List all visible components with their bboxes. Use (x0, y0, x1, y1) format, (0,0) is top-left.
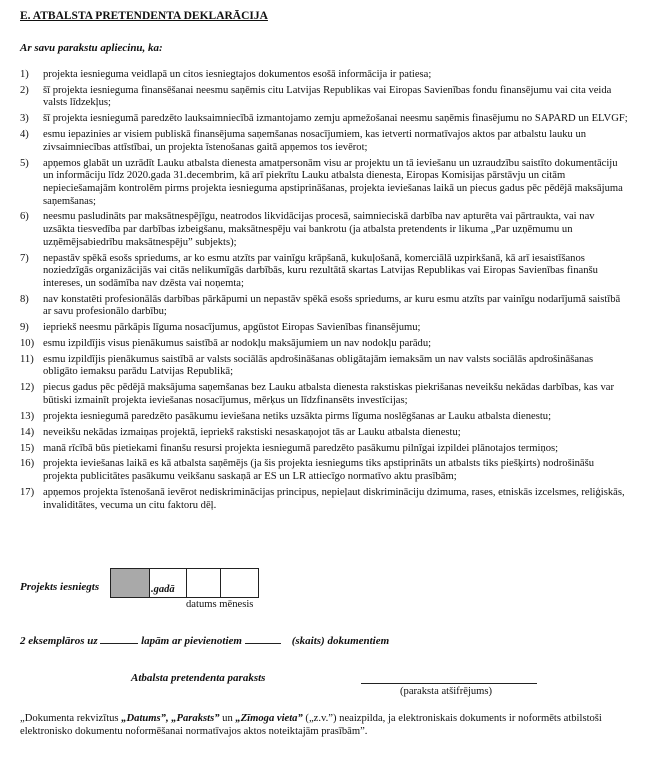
signature-field[interactable] (361, 683, 537, 684)
item-number: 17) (20, 486, 35, 498)
section-heading: E. ATBALSTA PRETENDENTA DEKLARĀCIJA (20, 10, 268, 22)
project-submitted-row (20, 568, 420, 600)
item-number: 13) (20, 410, 35, 422)
item-text: projekta ieviešanas laikā es kā atbalsta saņēmējs (ja šis projekta iesniegums tiks apstiprināts un atbalsts tiks piešķirts) nodrošināšu projekta publicitātes pasākumu veikšanu saskaņā ar ES un LR attiecīgo normatīvo aktu prasībām; (43, 458, 595, 483)
copies-text-2: lapām ar pievienotiem (141, 635, 242, 647)
declaration-item (20, 158, 628, 208)
declaration-item (20, 443, 628, 456)
item-number: 15) (20, 442, 35, 454)
item-text: nav konstatēti profesionālās darbības pārkāpumi un nepastāv spēkā esošs spriedums, ar kuru esmu atzīts par vainīgu nodarījumā saistībā ar savu profesionālo darbību; (43, 293, 621, 318)
year-suffix-text: .gadā (151, 584, 175, 595)
day-field[interactable] (187, 568, 221, 598)
item-number: 11) (20, 353, 34, 365)
documents-count-field[interactable] (245, 633, 281, 644)
item-text: piecus gadus pēc pēdējā maksājuma saņemšanas bez Lauku atbalsta dienesta rakstiskas piekrišanas neveikšu nekādas darbības, kas var būtiski izmainīt projekta ieviešanas nosacījumus, mērķus un līdzfinansēts investīcijas; (43, 382, 614, 406)
declaration-item (20, 253, 628, 291)
item-number: 1) (20, 69, 29, 80)
item-number: 8) (20, 293, 29, 305)
item-text: šī projekta iesnieguma finansēšanai neesmu saņēmis citu Latvijas Republikas vai Eiropas Savienības fondu finansējumu vai cita veida valsts līdzekļus; (43, 84, 612, 109)
footnote-text-2: un (219, 713, 236, 724)
item-number: 4) (20, 129, 29, 141)
declaration-item (20, 382, 628, 407)
declaration-item (20, 427, 628, 440)
declaration-item (20, 69, 628, 82)
item-text: manā rīcībā būs pietiekami finanšu resursi projekta iesniegumā paredzēto pasākumu pilnīgai izpildei plānotajos termiņos; (43, 442, 559, 454)
item-text: iepriekš neesmu pārkāpis līguma nosacījumus, apgūstot Eiropas Savienības finansējumu; (43, 322, 421, 334)
declaration-item (20, 458, 628, 483)
project-submitted-label: Projekts iesniegts (20, 581, 100, 593)
item-text: esmu izpildījis pienākumus saistībā ar valsts sociālās apdrošināšanas obligātajām iemaksām un nav valsts sociālās apdrošināšanas obligāto iemaksu parādu Latvijas Republikā; (43, 353, 594, 378)
footnote-text-1: „Dokumenta rekvizītus (20, 713, 122, 724)
item-number: 5) (20, 157, 29, 169)
item-text: apņemos glabāt un uzrādīt Lauku atbalsta dienesta amatpersonām visu ar projektu un tā ieviešanu un uzraudzību saistīto dokumentāciju un informāciju līdz 2020.gada 31.decembrim, kā arī piekrītu Lauku atbalsta dienesta, Eiropas Komisijas pārstāvju un citām nepieciešamajām kontrolēm pirms projekta iesnieguma apstiprināšanas, projekta ieviešanas laikā un piecus gadus pēc pēdējā maksājuma saņemšanas; (43, 157, 623, 207)
item-text: neesmu pasludināts par maksātnespējīgu, neatrodos likvidācijas procesā, saimnieciskā darbība nav apturēta vai pārtraukta, vai nav uzsākta tiesvedība par darbības izbeigšanu, maksātnespēju vai bankrotu (ja atbalsta pretendents ir likuma „Par uzņēmumu un uzņēmējsabiedrību maksātnespēju” subjekts); (43, 211, 595, 248)
item-text: nepastāv spēkā esošs spriedums, ar ko esmu atzīts par vainīgu krāpšanā, kukuļošanā, komerciālā uzpirkšanā, kā arī iesaistīšanos noziedzīgās organizācijās vai citās nelikumīgās darbībās, kuru rezultātā skartas Latvijas Republikas vai Eiropas Savienības finanšu intereses, un sodāmība nav dzēsta vai noņemta; (43, 252, 598, 289)
footnote (20, 713, 628, 738)
footnote-text-3: („z.v.”) neaizpilda, ja elektroniskais dokuments ir noformēts atbilstoši elektronisko dokumentu noformēšanai normatīvajos aktos noteiktajām prasībām”. (20, 713, 602, 737)
declaration-item (20, 129, 628, 154)
item-text: šī projekta iesniegumā paredzēto lauksaimniecībā izmantojamo zemju apmežošanai neesmu saņēmis finasējumu no SAPARD un ELVGF; (43, 113, 628, 125)
item-number: 6) (20, 211, 29, 223)
item-number: 2) (20, 84, 29, 96)
footnote-quote-1: „Datums”, „Paraksts” (121, 713, 220, 724)
footnote-quote-2: „Zīmoga vieta” (235, 713, 303, 724)
intro-text: Ar savu parakstu apliecinu, ka: (20, 42, 163, 54)
item-number: 10) (20, 337, 35, 349)
item-number: 16) (20, 458, 35, 470)
copies-text-1: 2 eksemplāros uz (20, 635, 98, 647)
pages-count-field[interactable] (100, 633, 138, 644)
item-text: neveikšu nekādas izmaiņas projektā, iepriekš rakstiski nesaskaņojot tās ar Lauku atbalsta dienestu; (43, 426, 461, 438)
declaration-item (20, 338, 628, 351)
item-number: 9) (20, 322, 29, 334)
item-text: projekta iesniegumā paredzēto pasākumu ieviešana netiks uzsākta pirms līguma noslēgšanas ar Lauku atbalsta dienestu; (43, 410, 552, 422)
item-number: 12) (20, 382, 35, 394)
item-number: 7) (20, 252, 29, 264)
declaration-list (20, 69, 628, 515)
declaration-item (20, 113, 628, 126)
item-text: projekta iesnieguma veidlapā un citos iesniegtajos dokumentos esošā informācija ir patiesa; (43, 69, 432, 80)
year-field[interactable] (110, 568, 150, 598)
date-caption: datums mēnesis (186, 599, 254, 610)
month-field[interactable] (221, 568, 259, 598)
item-text: esmu iepazinies ar visiem publiskā finansējuma saņemšanas nosacījumiem, kas ietverti normatīvajos aktos par atbalstu lauku un zivsaimniecības attīstībai, un projekta īstenošanas gaitā apņemos tos ievērot; (43, 129, 587, 153)
signature-caption: (paraksta atšifrējums) (400, 686, 493, 697)
signature-label: Atbalsta pretendenta paraksts (131, 672, 266, 684)
item-number: 14) (20, 426, 35, 438)
item-text: esmu izpildījis visus pienākumus saistībā ar nodokļu maksājumiem un nav nodokļu parādu; (43, 337, 432, 349)
item-number: 3) (20, 113, 29, 125)
declaration-item (20, 85, 628, 110)
declaration-item (20, 487, 628, 512)
declaration-item (20, 294, 628, 319)
declaration-item (20, 411, 628, 424)
declaration-item (20, 211, 628, 249)
copies-text-3: (skaits) dokumentiem (291, 635, 390, 647)
copies-line (20, 633, 389, 648)
declaration-item (20, 322, 628, 335)
item-text: apņemos projekta īstenošanā ievērot nediskriminācijas principus, nepieļaut diskrimināciju dzimuma, rases, etniskās izcelsmes, reliģiskās, invaliditātes, vecuma un citu faktoru dēļ. (43, 486, 625, 511)
declaration-item (20, 354, 628, 379)
